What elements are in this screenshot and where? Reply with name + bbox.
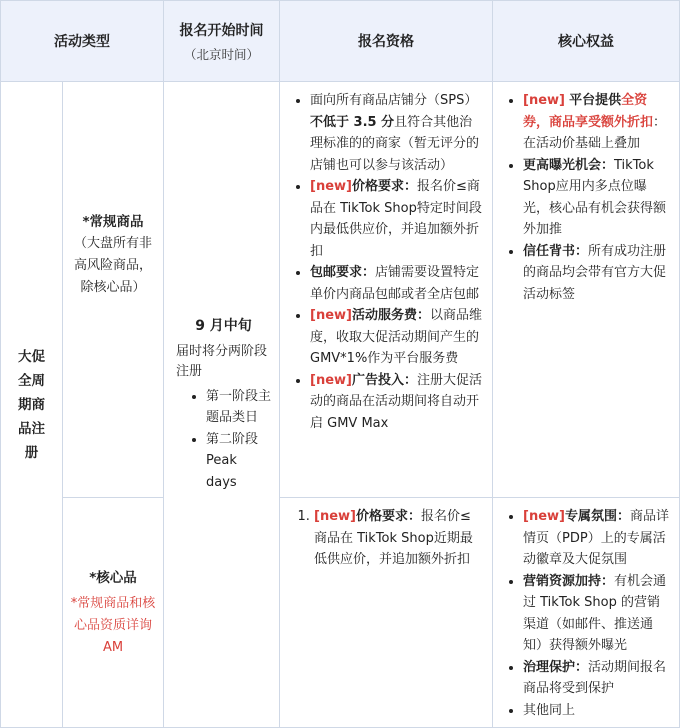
regular-benefits-list <box>493 82 679 311</box>
header-row <box>1 1 680 82</box>
regular-title: *常规商品 <box>82 213 144 230</box>
timing-headline: 9 月中旬 <box>195 317 252 334</box>
timing-phase-1: • 第一阶段主题品类日 <box>206 386 271 429</box>
timing-phases <box>176 382 271 494</box>
core-benefit-item: • [new]专属氛围：商品详情页（PDP）上的专属活动徽章及大促氛围 <box>523 506 669 571</box>
header-benefits: 核心权益 <box>493 1 680 82</box>
regular-eligibility-item: • [new]活动服务费：以商品维度，收取大促活动期间产生的GMV*1%作为平台服务费 <box>310 305 482 370</box>
core-benefit-item: • 营销资源加持：有机会通过 TikTok Shop 的营销渠道（如邮件、推送通知）获得额外曝光 <box>523 571 669 657</box>
row-regular <box>1 82 680 498</box>
timing-cell <box>164 82 280 728</box>
core-note: *常规商品和核心品资质详询AM <box>70 595 156 655</box>
regular-benefit-item: • 信任背书：所有成功注册的商品均会带有官方大促活动标签 <box>523 241 669 306</box>
header-start-time-sub: （北京时间） <box>183 46 259 62</box>
regular-eligibility-item: • 包邮要求：店铺需要设置特定单价内商品包邮或者全店包邮 <box>310 262 482 305</box>
regular-benefit-item: • 更高曝光机会：TikTok Shop应用内多点位曝光，核心品有机会获得额外加推 <box>523 155 669 241</box>
header-start-time: 报名开始时间 （北京时间） <box>164 1 280 82</box>
regular-cell <box>63 82 164 498</box>
regular-desc: （大盘所有非高风险商品，除核心品） <box>73 235 152 295</box>
header-eligibility: 报名资格 <box>280 1 493 82</box>
regular-eligibility-list <box>280 82 492 440</box>
timing-phase-2: • 第二阶段 Peak days <box>206 429 271 494</box>
regular-benefit-item: • [new] 平台提供全资券，商品享受额外折扣：在活动价基础上叠加 <box>523 90 669 155</box>
header-type: 活动类型 <box>1 1 164 82</box>
timing-intro: 届时将分两阶段注册 <box>176 343 268 379</box>
event-name: 大促全周期商品注册 <box>1 82 63 728</box>
regular-benefits-cell <box>493 82 680 498</box>
regular-eligibility-item: • [new]价格要求：报名价≤商品在 TikTok Shop特定时间段内最低供应价，并追加额外折扣 <box>310 176 482 262</box>
core-benefit-item: • 其他同上 <box>523 700 669 722</box>
core-benefits-list <box>493 498 679 727</box>
core-eligibility-item: 1. [new]价格要求：报名价≤商品在 TikTok Shop近期最低供应价，并追加额外折扣 <box>314 506 482 571</box>
regular-eligibility-item: • 面向所有商品店铺分（SPS）不低于 3.5 分且符合其他治理标准的的商家（暂无评分的店铺也可以参与该活动） <box>310 90 482 176</box>
core-title: *核心品 <box>89 569 137 586</box>
regular-eligibility-cell <box>280 82 493 498</box>
row-core <box>1 498 680 728</box>
core-benefits-cell <box>493 498 680 728</box>
core-cell <box>63 498 164 728</box>
core-eligibility-cell <box>280 498 493 728</box>
core-eligibility-list <box>280 498 492 577</box>
core-benefit-item: • 治理保护：活动期间报名商品将受到保护 <box>523 657 669 700</box>
regular-eligibility-item: • [new]广告投入：注册大促活动的商品在活动期间将自动开启 GMV Max <box>310 370 482 435</box>
